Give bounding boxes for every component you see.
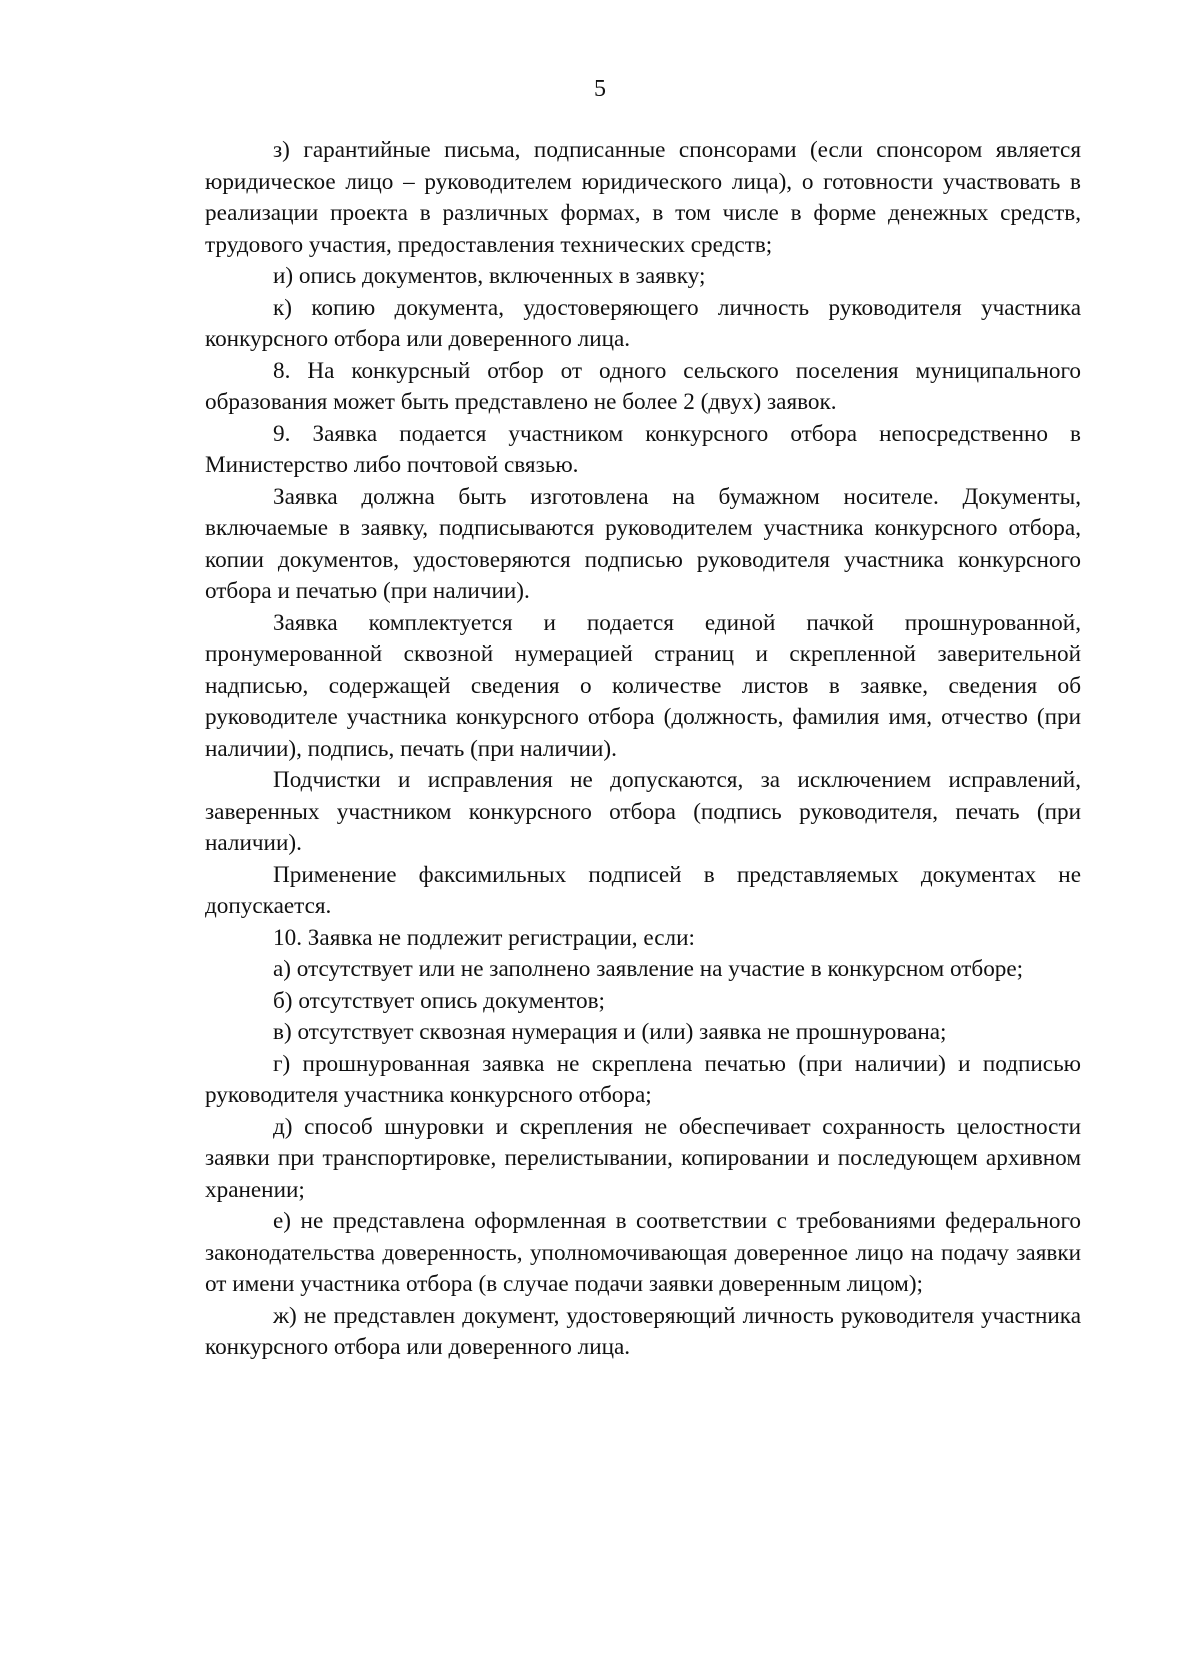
paragraph-item-d: д) способ шнуровки и скрепления не обеспечивает сохранность целостности заявки при транспортировке, перелистывании, копировании и последующем архивном хранении;	[205, 1113, 1081, 1203]
paragraph-item-v: в) отсутствует сквозная нумерация и (или) заявка не прошнурована;	[273, 1019, 947, 1045]
paragraph-item-zh: ж) не представлен документ, удостоверяющий личность руководителя участника конкурсного отбора или доверенного лица.	[205, 1302, 1081, 1360]
page-number: 5	[594, 76, 606, 102]
paragraph-clause-8: 8. На конкурсный отбор от одного сельского поселения муниципального образования может быть представлено не более 2 (двух) заявок.	[205, 357, 1081, 415]
paragraph-binding: Заявка комплектуется и подается единой пачкой прошнурованной, пронумерованной сквозной нумерацией страниц и скрепленной заверительной надписью, содержащей сведения о количестве листов в заявке, сведения об руководителе участника конкурсного отбора (должность, фамилия имя, отчество (при наличии), подпись, печать (при наличии).	[205, 609, 1081, 762]
paragraph-item-k: к) копию документа, удостоверяющего личность руководителя участника конкурсного отбора или доверенного лица.	[205, 294, 1081, 352]
paragraph-facsimile: Применение факсимильных подписей в представляемых документах не допускается.	[205, 861, 1081, 919]
paragraph-item-b: б) отсутствует опись документов;	[273, 987, 605, 1014]
paragraph-clause-10: 10. Заявка не подлежит регистрации, если:	[273, 924, 695, 951]
paragraph-clause-9: 9. Заявка подается участником конкурсного отбора непосредственно в Министерство либо почтовой связью.	[205, 420, 1081, 478]
paragraph-paper-medium: Заявка должна быть изготовлена на бумажном носителе. Документы, включаемые в заявку, подписываются руководителем участника конкурсного отбора, копии документов, удостоверяются подписью руководителя участника конкурсного отбора и печатью (при наличии).	[205, 483, 1081, 604]
paragraph-item-z: з) гарантийные письма, подписанные спонсорами (если спонсором является юридическое лицо – руководителем юридического лица), о готовности участвовать в реализации проекта в различных формах, в том числе в форме денежных средств, трудового участия, предоставления технических средств;	[205, 137, 1081, 258]
paragraph-item-g: г) прошнурованная заявка не скреплена печатью (при наличии) и подписью руководителя участника конкурсного отбора;	[205, 1050, 1081, 1108]
paragraph-item-e: е) не представлена оформленная в соответствии с требованиями федерального законодательства доверенность, уполномочивающая доверенное лицо на подачу заявки от имени участника отбора (в случае подачи заявки доверенным лицом);	[205, 1208, 1081, 1297]
paragraph-item-i: и) опись документов, включенных в заявку;	[273, 263, 706, 289]
paragraph-corrections: Подчистки и исправления не допускаются, за исключением исправлений, заверенных участником конкурсного отбора (подпись руководителя, печать (при наличии).	[205, 767, 1081, 856]
paragraph-item-a: а) отсутствует или не заполнено заявление на участие в конкурсном отборе;	[273, 956, 1024, 982]
document-body	[205, 135, 1081, 1364]
